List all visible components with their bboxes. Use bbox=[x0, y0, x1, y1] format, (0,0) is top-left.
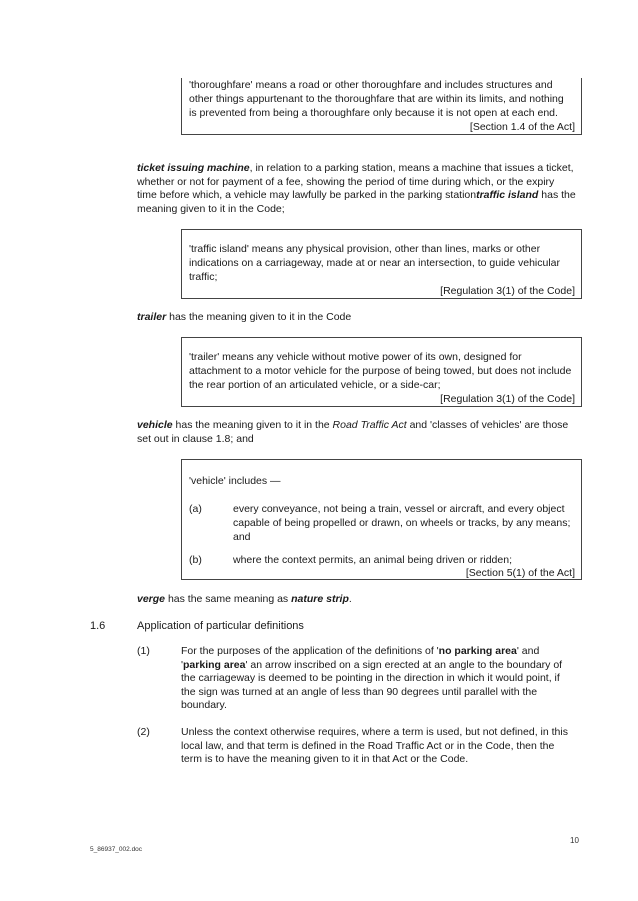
subsection-1-part-a: For the purposes of the application of the definitions of ' bbox=[181, 645, 439, 657]
term-ticket-issuing-machine: ticket issuing machine bbox=[137, 162, 250, 174]
subsection-2-label: (2) bbox=[137, 726, 150, 738]
term-vehicle: vehicle bbox=[137, 419, 173, 431]
vehicle-item-a-text: every conveyance, not being a train, vessel or aircraft, and every object capable of being propelled or drawn, on wheels or tracks, by any means; and bbox=[233, 503, 571, 543]
thoroughfare-definition-text: 'thoroughfare' means a road or other thoroughfare and includes structures and other things appurtenant to the thoroughfare that are within its limits, and nothing is prevented from being a thoroughfare only because it is not open at each end. bbox=[189, 79, 564, 119]
ticket-issuing-machine-definition bbox=[137, 162, 577, 216]
traffic-island-definition-box bbox=[181, 229, 582, 299]
vehicle-includes-box bbox=[181, 459, 582, 580]
vehicle-item-a-label: (a) bbox=[189, 503, 202, 515]
vehicle-item-b-text: where the context permits, an animal being driven or ridden; bbox=[233, 554, 512, 566]
trailer-definition bbox=[137, 311, 577, 325]
footer-filename: 5_86937_002.doc bbox=[90, 846, 143, 853]
trailer-definition-text: 'trailer' means any vehicle without motive power of its own, designed for attachment to a motor vehicle for the purpose of being towed, but does not include the rear portion of an articulated vehicle, or a side-car; bbox=[189, 351, 572, 391]
vehicle-text-1: has the meaning given to it in the bbox=[172, 419, 333, 431]
verge-text: has the same meaning as bbox=[165, 593, 292, 605]
vehicle-includes-intro: 'vehicle' includes — bbox=[189, 475, 281, 487]
road-traffic-act-title: Road Traffic Act bbox=[332, 419, 407, 431]
section-title: Application of particular definitions bbox=[137, 620, 304, 632]
term-traffic-island: traffic island bbox=[476, 189, 539, 202]
trailer-text: has the meaning given to it in the Code bbox=[166, 311, 352, 323]
term-verge: verge bbox=[137, 593, 166, 605]
subsection-1-label: (1) bbox=[137, 645, 150, 657]
traffic-island-citation: [Regulation 3(1) of the Code] bbox=[440, 285, 575, 297]
trailer-citation: [Regulation 3(1) of the Code] bbox=[440, 393, 575, 405]
vehicle-definition bbox=[137, 419, 577, 446]
vehicle-item-b-label: (b) bbox=[189, 554, 202, 566]
vehicle-text-2: and 'classes of vehicles' are those set out in clause 1.8; and bbox=[137, 419, 569, 445]
term-no-parking-area: no parking area bbox=[438, 645, 517, 657]
traffic-island-text: has the meaning given to it in the Code; bbox=[137, 189, 576, 215]
ticket-issuing-machine-text: , in relation to a parking station, means a machine that issues a ticket, whether or not for payment of a fee, showing the period of time during which, or the expiry time before which, a vehicle may lawfully be parked in the parking station bbox=[137, 162, 574, 202]
vehicle-citation: [Section 5(1) of the Act] bbox=[465, 567, 575, 579]
trailer-definition-box bbox=[181, 337, 582, 407]
term-parking-area: parking area bbox=[183, 658, 246, 671]
verge-end: . bbox=[348, 593, 352, 605]
subsection-1-part-b: ' and ' bbox=[181, 645, 540, 671]
thoroughfare-definition-box bbox=[181, 78, 582, 135]
thoroughfare-citation: [Section 1.4 of the Act] bbox=[469, 121, 575, 133]
verge-definition bbox=[137, 593, 577, 607]
subsection-1-part-c: ' an arrow inscribed on a sign erected at an angle to the boundary of the carriageway is deemed to be pointing in the direction in which it would point, if the sign was turned at an angle of less than 90 degrees until parallel with the boundary. bbox=[181, 658, 563, 712]
subsection-1-text bbox=[181, 645, 576, 713]
term-nature-strip: nature strip bbox=[291, 593, 349, 605]
traffic-island-definition-text: 'traffic island' means any physical provision, other than lines, marks or other indications on a carriageway, made at or near an intersection, to guide vehicular traffic; bbox=[189, 243, 561, 283]
section-number: 1.6 bbox=[90, 620, 106, 632]
term-trailer: trailer bbox=[137, 311, 167, 323]
footer-page-number: 10 bbox=[570, 836, 579, 845]
subsection-2-text: Unless the context otherwise requires, where a term is used, but not defined, in this local law, and that term is defined in the Road Traffic Act or in the Code, then the term is to have the meaning given to it in that Act or the Code. bbox=[181, 726, 568, 766]
